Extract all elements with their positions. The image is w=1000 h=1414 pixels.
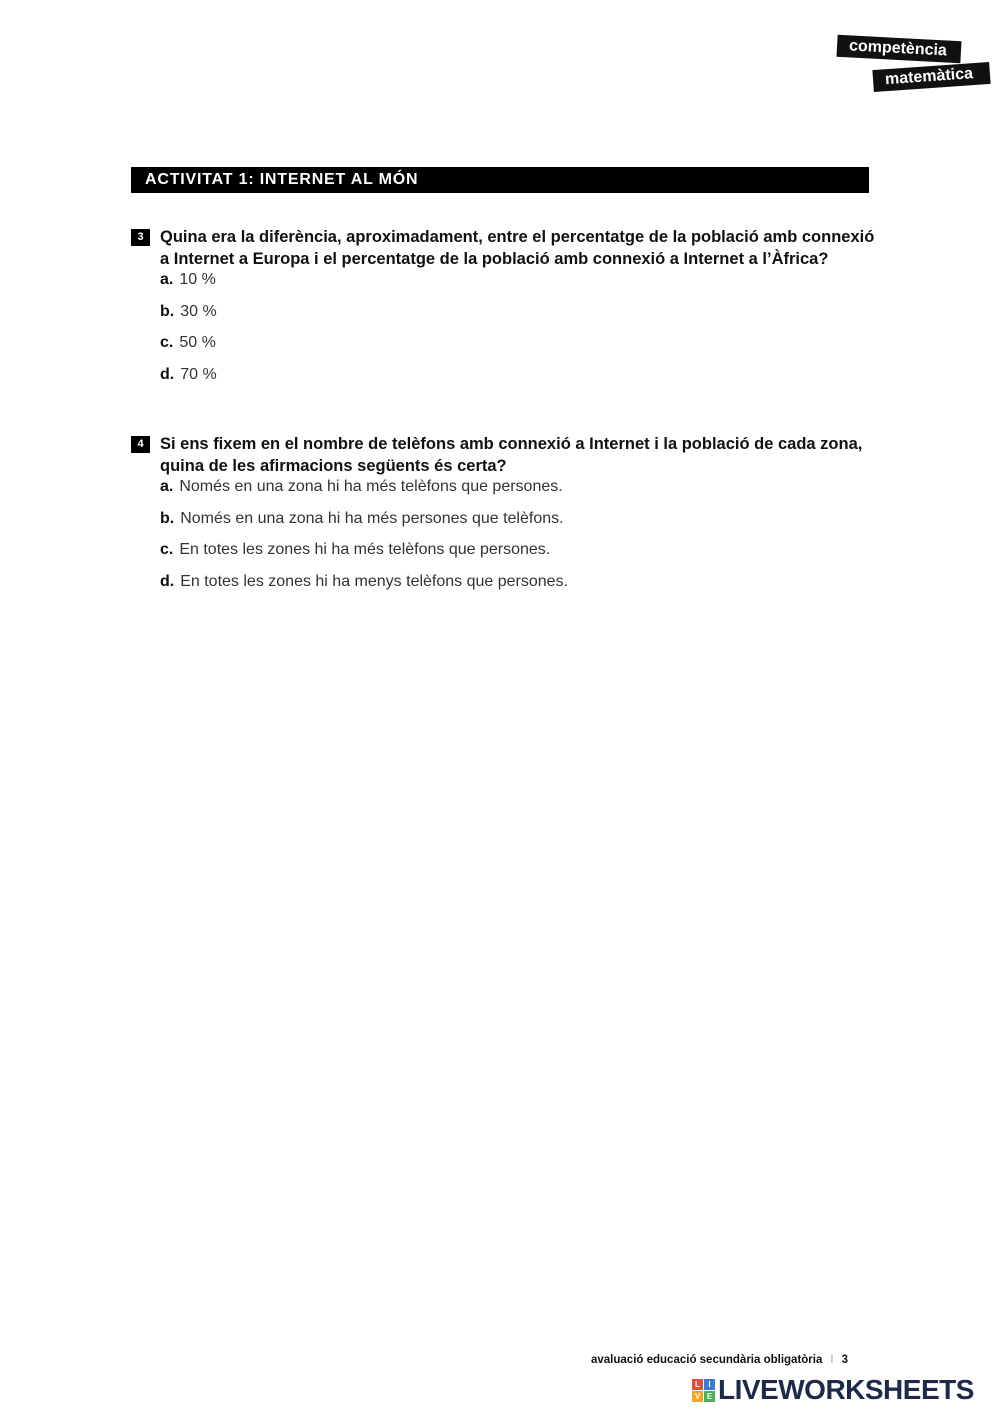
footer-text: avaluació educació secundària obligatòria [591, 1354, 823, 1366]
corner-tag-matematica: matemàtica [872, 62, 990, 92]
option-letter: a. [160, 478, 174, 495]
option-text: 50 % [179, 334, 216, 351]
question-3 [131, 226, 876, 396]
question-number: 4 [131, 436, 150, 453]
liveworksheets-text: LIVEWORKSHEETS [718, 1374, 974, 1405]
option-letter: d. [160, 572, 175, 590]
option-letter: c. [160, 334, 174, 351]
page-footer [591, 1354, 848, 1366]
liveworksheets-watermark [692, 1375, 974, 1405]
option-letter: c. [160, 541, 174, 558]
option-text: 30 % [180, 302, 217, 320]
option-text: En totes les zones hi ha menys telèfons que persones. [180, 572, 569, 590]
option-d[interactable] [160, 365, 876, 397]
option-a[interactable] [160, 477, 876, 509]
footer-separator: I [830, 1354, 834, 1366]
option-text: Només en una zona hi ha més telèfons que persones. [179, 478, 563, 495]
activity-title: ACTIVITAT 1: INTERNET AL MÓN [145, 171, 419, 188]
logo-letter-l: L [692, 1379, 703, 1390]
option-letter: a. [160, 271, 174, 288]
option-d[interactable] [160, 572, 876, 604]
question-number: 3 [131, 229, 150, 246]
option-a[interactable] [160, 270, 876, 302]
logo-letter-i: I [704, 1379, 715, 1390]
option-letter: b. [160, 509, 175, 527]
option-letter: d. [160, 365, 175, 383]
question-text: Quina era la diferència, aproximadament, entre el percentatge de la població amb connexió a Internet a Europa i el percentatge de la població amb connexió a Internet a l’Àfrica? [160, 228, 875, 268]
corner-tag-competencia: competència [837, 35, 962, 63]
liveworksheets-logo-icon [692, 1379, 715, 1402]
option-b[interactable] [160, 509, 876, 541]
option-text: 70 % [180, 365, 217, 383]
option-text: En totes les zones hi ha més telèfons que persones. [179, 541, 551, 558]
option-text: Només en una zona hi ha més persones que telèfons. [180, 509, 564, 527]
option-text: 10 % [179, 271, 216, 288]
option-c[interactable] [160, 333, 876, 365]
page-number: 3 [841, 1354, 848, 1366]
question-text: Si ens fixem en el nombre de telèfons amb connexió a Internet i la població de cada zona, quina de les afirmacions següents és certa? [160, 435, 863, 475]
option-c[interactable] [160, 540, 876, 572]
logo-letter-v: V [692, 1391, 703, 1402]
activity-header [131, 167, 869, 193]
question-4 [131, 433, 876, 603]
option-b[interactable] [160, 302, 876, 334]
option-letter: b. [160, 302, 175, 320]
logo-letter-e: E [704, 1391, 715, 1402]
